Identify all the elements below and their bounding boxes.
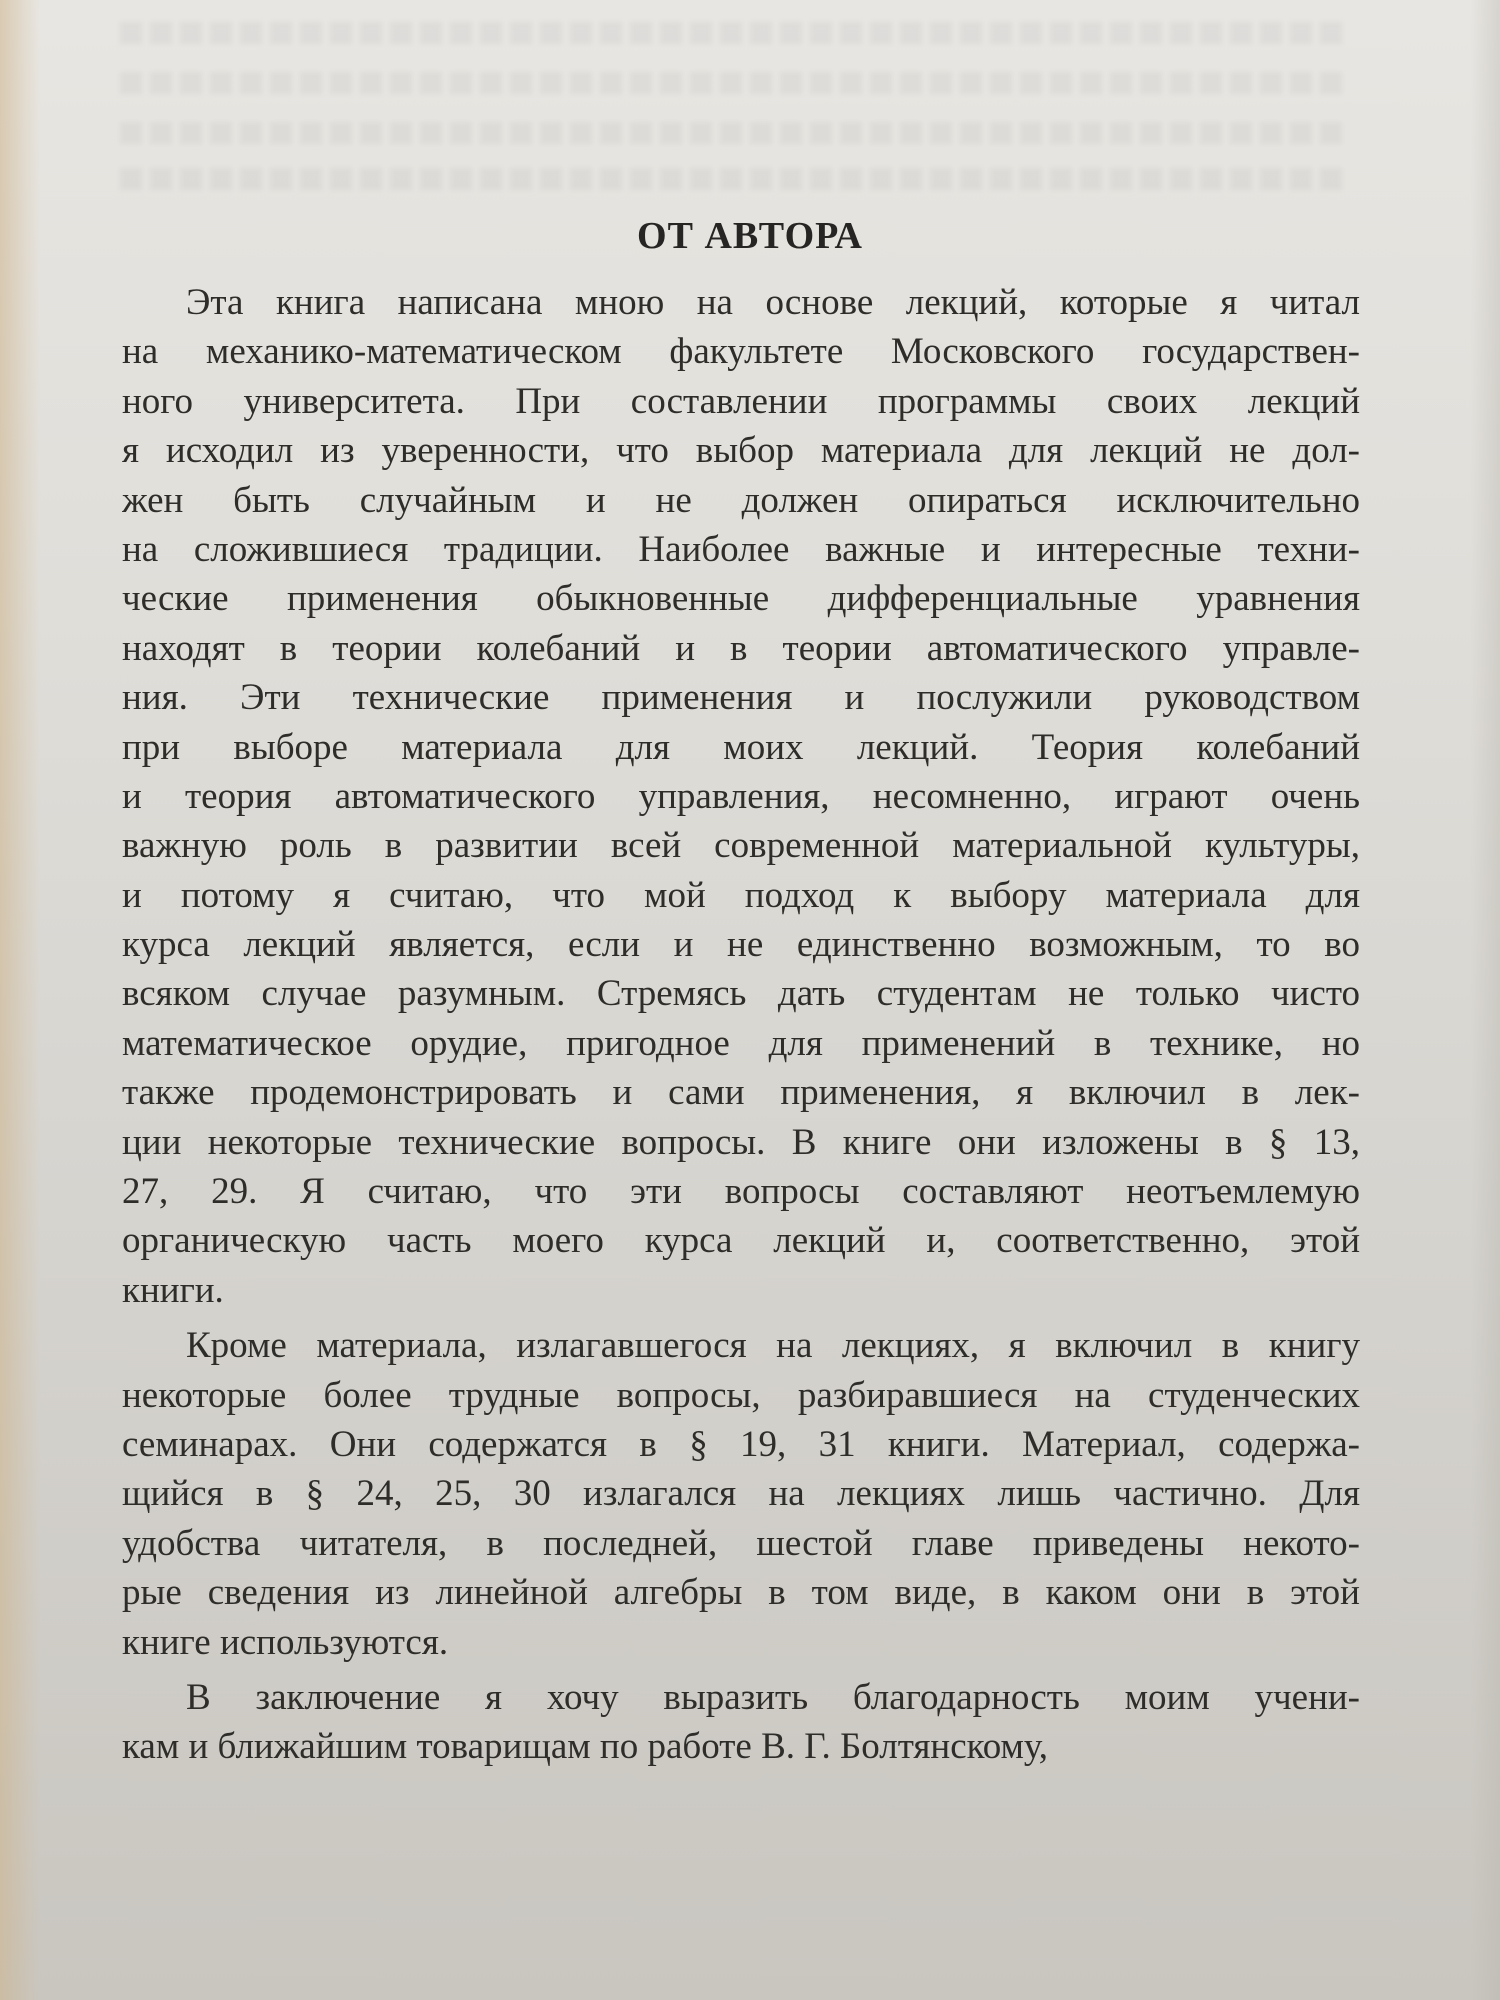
page-edge-shadow-right [1470, 0, 1500, 2000]
text-line: щийся в § 24, 25, 30 излагался на лекциях лишь частично. Для [122, 1473, 1360, 1515]
bleed-through-text [120, 72, 1350, 94]
text-line: ного университета. При составлении программы своих лекций [122, 380, 1360, 422]
text-line: и потому я считаю, что мой подход к выбору материала для [122, 874, 1360, 916]
text-line: удобства читателя, в последней, шестой главе приведены некото- [122, 1522, 1360, 1564]
bleed-through-text [120, 122, 1350, 144]
paragraph [122, 278, 1360, 1315]
text-line: 27, 29. Я считаю, что эти вопросы составляют неотъемлемую [122, 1171, 1360, 1213]
text-line: ния. Эти технические применения и послужили руководством [122, 677, 1360, 719]
text-line: находят в теории колебаний и в теории автоматического управле- [122, 627, 1360, 669]
text-line: книге используются. [122, 1621, 449, 1663]
text-line: я исходил из уверенности, что выбор материала для лекций не дол- [122, 430, 1360, 472]
text-line: всяком случае разумным. Стремясь дать студентам не только чисто [122, 973, 1360, 1015]
text-line: кам и ближайшим товарищам по работе В. Г. Болтянскому, [122, 1726, 1048, 1768]
text-line: на механико-математическом факультете Московского государствен- [122, 331, 1360, 373]
text-line: семинарах. Они содержатся в § 19, 31 книги. Материал, содержа- [122, 1423, 1360, 1465]
text-line: В заключение я хочу выразить благодарность моим учени- [186, 1676, 1360, 1718]
text-line: некоторые более трудные вопросы, разбиравшиеся на студенческих [122, 1374, 1360, 1416]
text-line: ческие применения обыкновенные дифференциальные уравнения [122, 578, 1360, 620]
text-line: курса лекций является, если и не единственно возможным, то во [122, 924, 1360, 966]
text-line: математическое орудие, пригодное для применений в технике, но [122, 1022, 1360, 1064]
text-line: при выборе материала для моих лекций. Теория колебаний [122, 726, 1360, 768]
bleed-through-text [120, 22, 1350, 44]
text-line: и теория автоматического управления, несомненно, играют очень [122, 775, 1360, 817]
text-line: органическую часть моего курса лекций и, соответственно, этой [122, 1220, 1360, 1262]
text-line: книги. [122, 1269, 224, 1311]
text-line: Эта книга написана мною на основе лекций, которые я читал [186, 282, 1360, 323]
bleed-through-text [120, 168, 1350, 190]
text-line: на сложившиеся традиции. Наиболее важные и интересные техни- [122, 528, 1360, 570]
page-edge-shadow-left [0, 0, 40, 2000]
text-line: ции некоторые технические вопросы. В книге они изложены в § 13, [122, 1121, 1360, 1163]
text-line: жен быть случайным и не должен опираться исключительно [122, 479, 1360, 521]
paragraph [122, 1673, 1360, 1772]
page-title: ОТ АВТОРА [637, 215, 863, 257]
text-line: рые сведения из линейной алгебры в том виде, в каком они в этой [122, 1572, 1360, 1614]
body-text [122, 278, 1360, 1772]
text-line: важную роль в развитии всей современной материальной культуры, [122, 825, 1360, 867]
text-line: также продемонстрировать и сами применения, я включил в лек- [122, 1072, 1360, 1114]
paragraph [122, 1321, 1360, 1667]
text-line: Кроме материала, излагавшегося на лекциях, я включил в книгу [186, 1325, 1360, 1367]
